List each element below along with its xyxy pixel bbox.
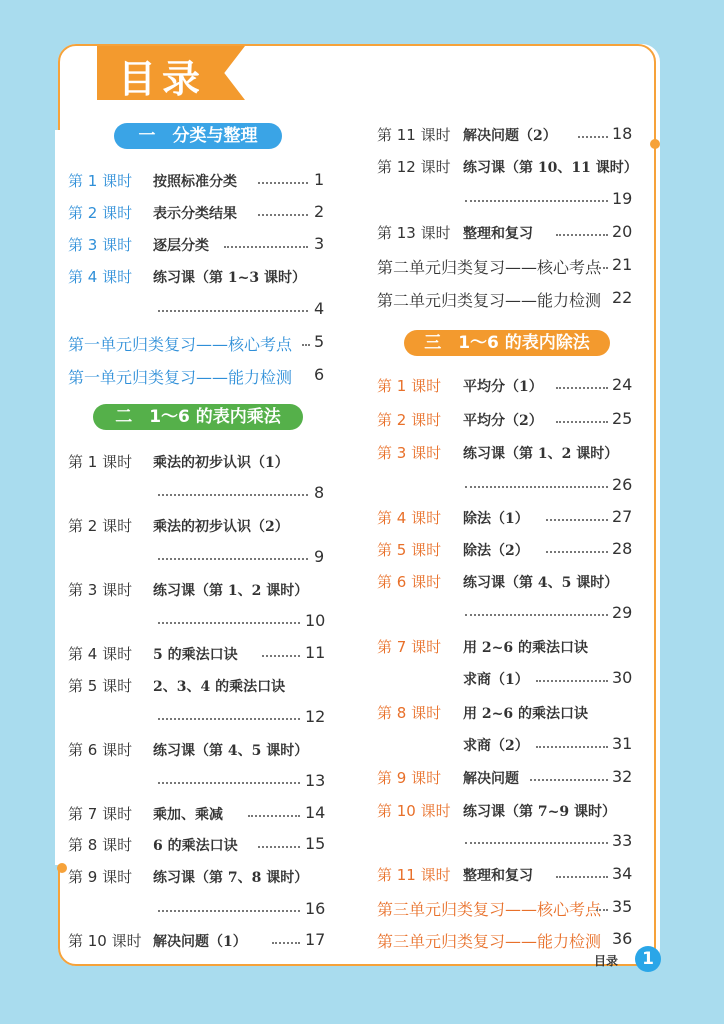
leader-dots (158, 558, 308, 560)
lesson-title: 乘加、乘减 (153, 807, 223, 823)
review-title: 第三单元归类复习——核心考点 (377, 900, 602, 919)
lesson-title-cont: 求商（2） (463, 738, 529, 754)
page-number: 26 (612, 475, 633, 494)
lesson-number: 第 4 课时 (377, 509, 442, 527)
lesson-number: 第 11 课时 (377, 126, 451, 144)
lesson-title: 练习课（第 1、2 课时） (153, 583, 309, 599)
lesson-title: 整理和复习 (463, 226, 533, 242)
toc-entry[interactable] (377, 539, 441, 560)
leader-dots (465, 614, 608, 616)
lesson-title: 练习课（第 4、5 课时） (463, 575, 619, 591)
page-number: 29 (612, 603, 633, 622)
leader-dots (556, 387, 608, 389)
lesson-number: 第 11 课时 (377, 866, 451, 884)
page-number: 18 (612, 124, 633, 143)
leader-dots (258, 846, 300, 848)
section-unit1: 一 分类与整理 (114, 123, 282, 149)
toc-entry[interactable] (68, 866, 132, 887)
page-number: 13 (305, 771, 326, 790)
leader-dots (596, 909, 608, 911)
page-number: 32 (612, 767, 633, 786)
leader-dots (262, 655, 300, 657)
leader-dots (258, 214, 308, 216)
leader-dots (158, 310, 308, 312)
lesson-title: 6 的乘法口诀 (153, 838, 238, 854)
toc-entry[interactable] (68, 579, 132, 600)
lesson-title: 用 2~6 的乘法口诀 (463, 640, 588, 656)
lesson-number: 第 6 课时 (68, 741, 133, 759)
page-number: 21 (612, 255, 633, 274)
toc-entry[interactable] (377, 702, 441, 723)
lesson-number: 第 8 课时 (68, 836, 133, 854)
leader-dots (158, 782, 300, 784)
page-title: 目录 (118, 57, 207, 101)
lesson-title: 除法（1） (463, 511, 529, 527)
lesson-number: 第 2 课时 (377, 411, 442, 429)
frame-gap-right (640, 146, 652, 926)
lesson-title: 逐层分类 (153, 238, 209, 254)
lesson-number: 第 5 课时 (68, 677, 133, 695)
lesson-number: 第 1 课时 (377, 377, 442, 395)
toc-entry[interactable] (68, 451, 132, 472)
lesson-title: 解决问题 (463, 771, 519, 787)
lesson-number: 第 7 课时 (377, 638, 442, 656)
leader-dots (556, 234, 608, 236)
frame-dot-right (650, 139, 660, 149)
toc-entry[interactable] (377, 636, 441, 657)
toc-entry[interactable] (377, 571, 441, 592)
leader-dots (158, 718, 300, 720)
lesson-title: 除法（2） (463, 543, 529, 559)
toc-entry[interactable] (68, 266, 132, 287)
page-number: 2 (314, 202, 325, 221)
leader-dots (536, 746, 608, 748)
lesson-title: 练习课（第 4、5 课时） (153, 743, 309, 759)
toc-entry[interactable] (68, 515, 132, 536)
review-title: 第一单元归类复习——核心考点 (68, 335, 293, 354)
toc-entry[interactable] (68, 234, 132, 255)
lesson-title: 练习课（第 7、8 课时） (153, 870, 309, 886)
section-unit3: 三 1～6 的表内除法 (404, 330, 610, 356)
leader-dots (248, 815, 300, 817)
page-number: 11 (305, 643, 326, 662)
page-number: 22 (612, 288, 633, 307)
lesson-number: 第 2 课时 (68, 517, 133, 535)
lesson-title: 乘法的初步认识（1） (153, 455, 289, 471)
frame-gap-left (55, 130, 63, 865)
lesson-title: 5 的乘法口诀 (153, 647, 238, 663)
toc-entry[interactable] (68, 170, 132, 191)
page-number: 15 (305, 834, 326, 853)
lesson-number: 第 3 课时 (68, 236, 133, 254)
toc-entry[interactable] (377, 156, 451, 177)
page-number: 8 (314, 483, 325, 502)
toc-entry[interactable] (68, 834, 132, 855)
page-number: 30 (612, 668, 633, 687)
toc-entry-review[interactable] (68, 332, 292, 355)
page-number: 5 (314, 332, 325, 351)
page-number: 6 (314, 365, 325, 384)
lesson-number: 第 3 课时 (377, 444, 442, 462)
leader-dots (302, 344, 310, 346)
page-number: 20 (612, 222, 633, 241)
toc-entry[interactable] (377, 800, 451, 821)
toc-entry[interactable] (377, 507, 441, 528)
toc-entry[interactable] (377, 222, 451, 243)
lesson-title: 平均分（1） (463, 379, 543, 395)
leader-dots (530, 779, 608, 781)
page-number: 10 (305, 611, 326, 630)
lesson-number: 第 5 课时 (377, 541, 442, 559)
page-number: 4 (314, 299, 325, 318)
lesson-title: 平均分（2） (463, 413, 543, 429)
lesson-number: 第 9 课时 (68, 868, 133, 886)
lesson-number: 第 4 课时 (68, 645, 133, 663)
lesson-title-cont: 求商（1） (463, 672, 529, 688)
leader-dots (258, 182, 308, 184)
lesson-number: 第 10 课时 (68, 932, 142, 950)
frame-dot-left (57, 863, 67, 873)
page-number: 19 (612, 189, 633, 208)
leader-dots (158, 622, 300, 624)
page-number: 25 (612, 409, 633, 428)
lesson-number: 第 1 课时 (68, 172, 133, 190)
lesson-title: 练习课（第 10、11 课时） (463, 160, 638, 176)
footer-page-number: 1 (635, 946, 661, 972)
page-number: 34 (612, 864, 633, 883)
lesson-number: 第 4 课时 (68, 268, 133, 286)
lesson-number: 第 2 课时 (68, 204, 133, 222)
toc-entry[interactable] (377, 409, 441, 430)
lesson-title: 解决问题（1） (153, 934, 247, 950)
page-number: 1 (314, 170, 325, 189)
review-title: 第一单元归类复习——能力检测 (68, 368, 293, 387)
lesson-title: 练习课（第 7~9 课时） (463, 804, 616, 820)
footer-label: 目录 (594, 954, 619, 968)
lesson-title: 用 2~6 的乘法口诀 (463, 706, 588, 722)
lesson-title: 表示分类结果 (153, 206, 237, 222)
page-number: 12 (305, 707, 326, 726)
toc-entry[interactable] (377, 767, 441, 788)
toc-entry-review[interactable] (377, 929, 601, 952)
lesson-title: 按照标准分类 (153, 174, 237, 190)
page-number: 24 (612, 375, 633, 394)
lesson-number: 第 12 课时 (377, 158, 451, 176)
toc-entry-review[interactable] (377, 288, 601, 311)
page-number: 3 (314, 234, 325, 253)
leader-dots (465, 200, 608, 202)
toc-entry[interactable] (68, 202, 132, 223)
page-number: 14 (305, 803, 326, 822)
lesson-title: 解决问题（2） (463, 128, 557, 144)
toc-entry-review[interactable] (68, 365, 292, 388)
lesson-number: 第 10 课时 (377, 802, 451, 820)
lesson-number: 第 8 课时 (377, 704, 442, 722)
toc-entry[interactable] (68, 739, 132, 760)
page-number: 36 (612, 929, 633, 948)
lesson-title: 乘法的初步认识（2） (153, 519, 289, 535)
toc-entry[interactable] (68, 930, 142, 951)
toc-entry-review[interactable] (377, 255, 601, 278)
lesson-title: 练习课（第 1、2 课时） (463, 446, 619, 462)
lesson-title: 整理和复习 (463, 868, 533, 884)
page-number: 31 (612, 734, 633, 753)
review-title: 第二单元归类复习——核心考点 (377, 258, 602, 277)
lesson-number: 第 3 课时 (68, 581, 133, 599)
review-title: 第二单元归类复习——能力检测 (377, 291, 602, 310)
page-number: 33 (612, 831, 633, 850)
lesson-title: 2、3、4 的乘法口诀 (153, 679, 286, 695)
leader-dots (578, 136, 608, 138)
leader-dots (224, 246, 308, 248)
lesson-number: 第 13 课时 (377, 224, 451, 242)
page-number: 16 (305, 899, 326, 918)
leader-dots (158, 494, 308, 496)
page-number: 27 (612, 507, 633, 526)
toc-entry[interactable] (377, 375, 441, 396)
toc-entry[interactable] (68, 803, 132, 824)
lesson-number: 第 6 课时 (377, 573, 442, 591)
leader-dots (536, 680, 608, 682)
page-number: 9 (314, 547, 325, 566)
lesson-number: 第 1 课时 (68, 453, 133, 471)
page-number: 17 (305, 930, 326, 949)
orange-frame (58, 44, 656, 966)
leader-dots (272, 942, 300, 944)
review-title: 第三单元归类复习——能力检测 (377, 932, 602, 951)
toc-entry[interactable] (68, 643, 132, 664)
page-number: 28 (612, 539, 633, 558)
leader-dots (556, 421, 608, 423)
toc-entry[interactable] (68, 675, 132, 696)
section-unit2: 二 1～6 的表内乘法 (93, 404, 303, 430)
lesson-title: 练习课（第 1~3 课时） (153, 270, 306, 286)
toc-entry[interactable] (377, 442, 441, 463)
toc-entry-review[interactable] (377, 897, 601, 920)
lesson-number: 第 9 课时 (377, 769, 442, 787)
toc-entry[interactable] (377, 124, 451, 145)
leader-dots (465, 486, 608, 488)
page-number: 35 (612, 897, 633, 916)
leader-dots (546, 551, 608, 553)
lesson-number: 第 7 课时 (68, 805, 133, 823)
leader-dots (465, 842, 608, 844)
leader-dots (556, 876, 608, 878)
toc-entry[interactable] (377, 864, 451, 885)
leader-dots (546, 519, 608, 521)
leader-dots (596, 267, 608, 269)
leader-dots (158, 910, 300, 912)
